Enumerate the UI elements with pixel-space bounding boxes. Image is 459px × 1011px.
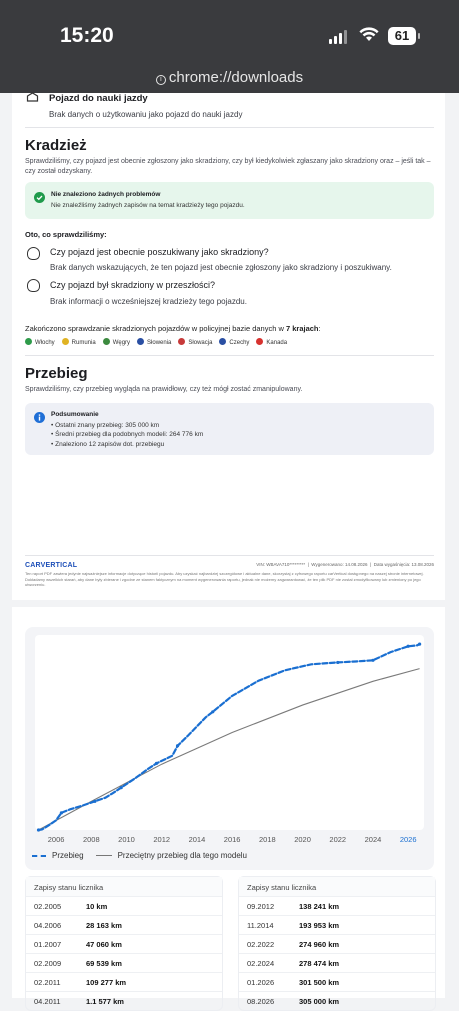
row-date: 02.2011 (34, 977, 61, 987)
table-title: Zapisy stanu licznika (239, 877, 435, 896)
divider (25, 127, 434, 128)
report-page-1 (12, 93, 445, 600)
country-item (137, 340, 171, 346)
country-item (219, 340, 249, 346)
table-row (26, 934, 222, 953)
q2-text: Brak informacji o wcześniejszej kradzieży tego pojazdu. (50, 297, 247, 306)
countries-count: 7 krajach (285, 324, 319, 333)
flag-icon (219, 338, 226, 345)
q1-text: Brak danych wskazujących, że ten pojazd jest obecnie zgłoszony jako skradziony i poszukiwany. (50, 263, 392, 272)
x-tick-label: 2010 (118, 835, 135, 844)
legend-swatch-average (96, 855, 112, 856)
url-bar[interactable] (0, 69, 459, 86)
mileage-intro: Sprawdziliśmy, czy przebieg wygląda na prawidłowy, czy też mógł zostać zmanipulowany. (25, 386, 303, 393)
row-date: 04.2006 (34, 920, 62, 930)
x-tick-label: 2018 (259, 835, 276, 844)
cellular-signal-icon (329, 30, 347, 44)
info-icon[interactable]: i (156, 75, 166, 85)
x-tick-label: 2008 (82, 835, 100, 844)
footer-generated: Wygenerowano: 14.08.2026 (311, 562, 368, 567)
mileage-record-point (176, 744, 179, 747)
table-row (26, 972, 222, 991)
row-date: 01.2026 (247, 977, 275, 987)
countries-text-c: : (318, 324, 321, 333)
odometer-table-2 (238, 876, 436, 1011)
country-name: Czechy (229, 340, 250, 346)
summary-bullet-text: Średni przebieg dla podobnych modeli: 264 776 km (55, 431, 204, 439)
wifi-icon (359, 26, 379, 42)
mileage-record-point (371, 659, 374, 662)
url-text: chrome://downloads (168, 69, 304, 86)
mileage-record-point (155, 762, 158, 765)
q2-title: Czy pojazd był skradziony w przeszłości? (50, 280, 216, 290)
learner-car-icon (26, 91, 39, 104)
footer-disclaimer: Ten raport PDF zawiera jedynie najważniejsze informacje dotyczące historii pojazdu. Aby uzyskać najbardziej szczegółowe i aktualne dane, skorzystaj z cyfrowego raportu carVertical dostępnego na naszej stronie internetowej. Dokładamy wszelkich starań, aby dane były zbierane i zgodne ze stanem faktycznym na moment wygenerowania raportu, jednak nie możemy zagwarantować, że ten plik PDF nie został zmodyfikowany lub zmieniony po jego utworzeniu. (25, 571, 424, 588)
x-tick-label: 2016 (223, 835, 241, 844)
row-date: 02.2005 (34, 901, 62, 911)
theft-intro: Sprawdziliśmy, czy pojazd jest obecnie zgłoszony jako skradziony, czy był kiedykolwiek zgłaszany jako skradziony oraz – jeśli tak – czy został odzyskany. (25, 158, 431, 176)
learner-title: Pojazd do nauki jazdy (49, 93, 148, 104)
browser-top-bar (0, 0, 459, 93)
thief-mask-icon (27, 279, 40, 292)
table-row (239, 972, 435, 991)
flag-icon (256, 338, 263, 345)
footer-vin: VIN: WBAVA710********* (256, 562, 306, 567)
summary-bullet-text: Ostatni znany przebieg: 305 000 km (55, 422, 160, 429)
table-row (239, 896, 435, 915)
mileage-title: Przebieg (25, 365, 88, 382)
divider (25, 555, 434, 556)
country-name: Rumunia (71, 340, 96, 346)
table-row (26, 953, 222, 972)
legend-mileage: Przebieg (52, 851, 84, 860)
info-circle-icon (34, 412, 45, 423)
country-item (25, 340, 55, 346)
legend-swatch-mileage (32, 855, 46, 857)
check-circle-icon (34, 192, 45, 203)
mileage-record-point (93, 800, 96, 803)
summary-bullet: • Ostatni znany przebieg: 305 000 km (51, 422, 160, 429)
row-value: 1.1 577 km (86, 996, 124, 1006)
no-problems-alert (25, 182, 434, 219)
row-value: 193 953 km (299, 920, 340, 930)
footer-meta: VIN: WBAVA710********* | Wygenerowano: 14.08.2026 | Data wygaśnięcia: 13.08.2026 (256, 562, 434, 567)
summary-title: Podsumowanie (51, 411, 99, 418)
chart-legend (32, 851, 247, 860)
battery-icon: 61 (388, 27, 416, 45)
row-value: 47 060 km (86, 939, 122, 949)
table-row (239, 934, 435, 953)
row-date: 02.2024 (247, 958, 275, 968)
summary-bullets (51, 421, 203, 449)
theft-title: Kradzież (25, 137, 87, 154)
country-name: Węgry (112, 340, 131, 346)
row-date: 09.2012 (247, 901, 275, 911)
checked-label: Oto, co sprawdziliśmy: (25, 230, 107, 239)
row-date: 02.2009 (34, 958, 62, 968)
row-value: 278 474 km (299, 958, 340, 968)
flag-icon (62, 338, 69, 345)
country-item (62, 340, 96, 346)
row-date: 01.2007 (34, 939, 62, 949)
country-name: Słowacja (188, 340, 213, 346)
row-value: 274 960 km (299, 939, 340, 949)
country-item (178, 340, 212, 346)
countries-list (25, 338, 294, 346)
row-date: 04.2011 (34, 996, 61, 1006)
mileage-record-point (418, 643, 421, 646)
flag-icon (137, 338, 144, 345)
x-tick-label: 2024 (364, 835, 382, 844)
flag-icon (103, 338, 110, 345)
alert-title: Nie znaleziono żadnych problemów (51, 191, 161, 198)
row-value: 301 500 km (299, 977, 340, 987)
mileage-record-point (120, 786, 123, 789)
legend-average: Przeciętny przebieg dla tego modelu (117, 851, 247, 860)
x-tick-label: 2026 (399, 835, 417, 844)
x-tick-label: 2020 (294, 835, 311, 844)
learner-text: Brak danych o użytkowaniu jako pojazd do nauki jazdy (49, 110, 243, 119)
thief-mask-icon (27, 247, 40, 260)
table-row (26, 915, 222, 934)
mileage-chart-container (25, 627, 434, 870)
country-name: Włochy (35, 340, 55, 346)
summary-bullet: • Znaleziono 12 zapisów dot. przebiegu (51, 440, 165, 448)
mileage-record-point (37, 828, 40, 831)
flag-icon (25, 338, 32, 345)
country-name: Słowenia (147, 340, 172, 346)
row-value: 109 277 km (86, 977, 127, 987)
mileage-chart (25, 627, 434, 870)
table-row (239, 953, 435, 972)
table-row (239, 915, 435, 934)
divider (25, 355, 434, 356)
status-time: 15:20 (60, 24, 114, 47)
country-name: Kanada (266, 340, 288, 346)
countries-sentence (25, 324, 321, 333)
x-tick-label: 2014 (188, 835, 206, 844)
carvertical-logo: CARVERTICAL (25, 562, 78, 569)
x-tick-label: 2022 (329, 835, 347, 844)
country-item (103, 340, 130, 346)
row-value: 305 000 km (299, 996, 340, 1006)
row-value: 10 km (86, 901, 108, 911)
summary-bullet-text: Znaleziono 12 zapisów dot. przebiegu (55, 440, 165, 448)
alert-text: Nie znaleźliśmy żadnych zapisów na temat kradzieży tego pojazdu. (51, 202, 245, 209)
row-date: 02.2022 (247, 939, 275, 949)
mileage-record-point (60, 811, 63, 814)
report-page-2 (12, 607, 445, 1006)
row-date: 11.2014 (247, 920, 274, 930)
x-tick-label: 2012 (153, 835, 171, 844)
mileage-record-point (211, 710, 214, 713)
row-value: 69 539 km (86, 958, 122, 968)
row-value: 28 163 km (86, 920, 122, 930)
row-date: 08.2026 (247, 996, 275, 1006)
mileage-record-point (407, 645, 410, 648)
summary-bullet: • Średni przebieg dla podobnych modeli: 264 776 km (51, 431, 204, 439)
countries-text-a: Zakończono sprawdzanie skradzionych pojazdów w policyjnej bazie danych w (25, 324, 284, 333)
table-row (26, 991, 222, 1010)
q1-title: Czy pojazd jest obecnie poszukiwany jako skradziony? (50, 247, 269, 257)
footer-expires: Data wygaśnięcia: 13.08.2026 (373, 562, 434, 567)
mileage-summary (25, 403, 434, 455)
table-row (239, 991, 435, 1010)
row-value: 138 241 km (299, 901, 340, 911)
odometer-table-1 (25, 876, 223, 1011)
table-title: Zapisy stanu licznika (26, 877, 222, 896)
x-tick-label: 2006 (47, 835, 65, 844)
mileage-record-point (336, 661, 339, 664)
flag-icon (178, 338, 185, 345)
table-row (26, 896, 222, 915)
country-item (256, 340, 287, 346)
